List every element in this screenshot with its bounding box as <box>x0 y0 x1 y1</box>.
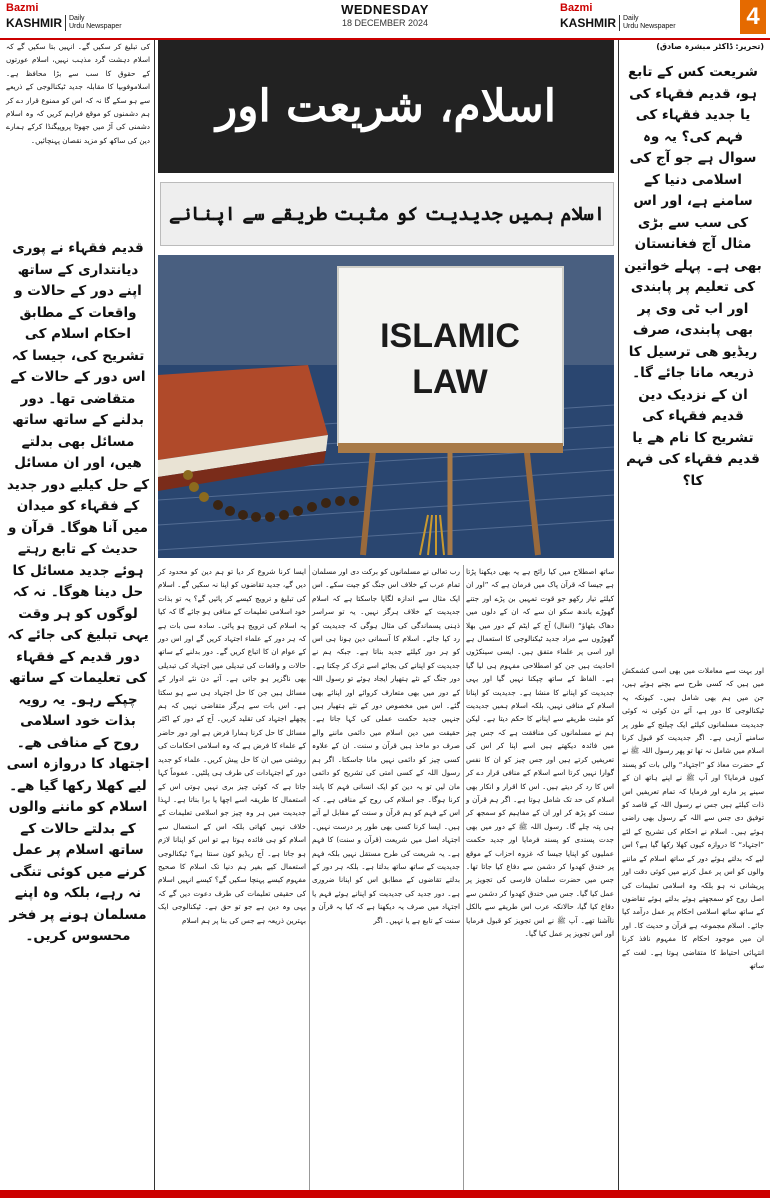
right-body: اور بہت سے معاملات میں بھی اسی کشمکش میں ہیں کہ کسی طرح سے بچنے ہوئے ہیں، جن میں ہم بھی شامل ہیں۔ کیونکہ یہ ٹیکنالوجی کا دور ہے، آئے دن کوئی نہ کوئی جدیدیت مسلمانوں کیلئے ایک چیلنج کے طور پر سامنے آرہی ہے۔ اگر جدیدیت کو قبول کرنا اسلام میں شامل نہ تھا تو پھر رسول اللہ ﷺ نے کے حضرت معاذ کو ”اجتہاد“ والی بات کو پسند کیوں فرمایا؟ اور آپ ﷺ نے اپنے ہاتھ ان کے سینے پر مارے اور فرمایا کہ تمام تعریفیں اس ذات کیلئے ہیں جس نے رسول اللہ کے قاصد کو توفیق دی جس سے اللہ کے رسول بھی راضی ہوئے ہیں۔ اسلام نے احکام کی تشریح کے لئے ”اجتہاد“ کا دروازہ کیوں کھلا رکھا گیا ہے؟ اس لیے کہ بدلتے ہوئے دور کے ساتھ اسلام کے ماننے والوں کو اس پر عمل کرنے میں کوئی دقت اور پریشانی نہ ہو بلکہ وہ اسلامی تعلیمات کی اصل روح کو سمجھتے ہوئے بدلتے ہوئے تقاضوں کے ساتھ ساتھ اسلامی احکام پر عمل درآمد کیا جائے۔ اسلام مجموعہ ہے قرآن و حدیث کا۔ اور ان میں موجود احکام کا مفہوم نافذ کرنا انتہائی احتیاط کا متقاضی ہوتا ہے۔ لغت کے ساتھ <box>622 666 764 970</box>
headline: اسلام، شریعت اور <box>158 40 614 173</box>
column-divider <box>618 40 619 1190</box>
column-divider <box>463 565 464 1190</box>
byline: (تحریر: ڈاکٹر مبشرہ صادق) <box>656 42 764 51</box>
subheadline: اسلام ہمیں جدیدیت کو مثبت طریقے سے اپنانے <box>160 182 614 246</box>
article-photo <box>158 255 614 558</box>
brand-name: KASHMIR <box>560 16 616 30</box>
page-number: 4 <box>740 0 766 34</box>
brand-tag: Daily Urdu Newspaper <box>65 15 122 31</box>
brand-logo-left <box>6 2 122 31</box>
photo-illustration <box>158 255 614 558</box>
article-column-2: رب تعالی نے مسلمانوں کو برکت دی اور مسلمان تمام عرب کے خلاف اس جنگ کو جیت سکے۔ اس ایک مثال سے اندازہ لگایا جاسکتا ہے کہ اسلام جدیدیت کے خلاف ہرگز نہیں۔ یہ تو سراسر ذہنی پسماندگی کی مثال ہوگی کہ جدیدیت کو رد کیا جائے۔ اسلام کا آسمانی دین ہونا ہی اس کو ہر دور کیلئے جدید بناتا ہے۔ جبکہ ہم نے جدیدیت کو اپنانے کی بجائے اسے ترک کر چکنا ہے۔ دور جنگ کے نئے ہتھیار ایجاد ہوئے تو رسول اللہ کے دور میں بھی متعارف کروائے اور اپنائے بھی گئے۔ اس میں مخصوص دور کے نئے ہتھیار ہیں جنہیں جدید حکمت عملی کی کہا جاتا ہے۔ حقیقت میں دین اسلام میں دائمی ماننے والے صرف دو ماخذ ہیں قرآن و سنت۔ ان کے علاوہ کسی چیز کو دائمی نہیں مانا جاسکتا۔ اگر ہم رسول اللہ کے کسی امتی کی تشریح کو دائمی مان لیں تو یہ دین کو ایک انسانی فہم کا پابند کرنا ہوگا۔ جو اسلام کی روح کے منافی ہے۔ کہ اس کے فہم کو ہم قرآن و سنت کے مقابل لے آتے ہیں۔ ایسا کرنا کسی بھی طور پر درست نہیں۔ اجتہاد اصل میں شریعت (قرآن و سنت) کا فہم ہے۔ یہ شریعت کی طرح مستقل نہیں بلکہ فہم جدیدیت کے ساتھ ساتھ بدلتا ہے۔ بلکہ ہر دور کے بدلتے تقاضوں کے مطابق اس کو اپنانا ضروری ہے۔ دور جدید کی جدیدیت کو اپنانے ہوئے فہم یا اجتہاد میں صرف یہ دیکھنا ہے کہ کیا یہ قرآن و سنت کے تابع ہے یا نہیں۔ اگر <box>312 567 460 925</box>
edition-day: WEDNESDAY <box>341 2 429 17</box>
edition-info <box>300 2 470 28</box>
brand-top: Bazmi <box>560 2 593 14</box>
right-pull-quote: شریعت کس کے تابع ہو، قدیم فقہاء کی یا جدید فقہاء کی فہم کی؟ یہ وہ سوال ہے جو آج کی اسلامی دنیا کے سامنے ہے، اور اس کی سب سے بڑی مثال آج فغانستان بھی ہے۔ پہلے خواتین کی تعلیم پر پابندی اور اب ٹی وی پر بھی پابندی، صرف ریڈیو ھی ترسیل کا ذریعہ مانا جائے گا۔ ان کے نزدیک دین قدیم فقہاء کی تشریح کا نام ھے یا قدیم فقہاء کی فہم کا؟ <box>624 64 762 489</box>
article-column-1: ساتھ اصطلاح میں کیا رائج ہے یہ بھی دیکھنا پڑتا ہے جیسا کہ قرآن پاک میں فرمان ہے کہ ”اور ان کیلئے تیار رکھو جو قوت تمہیں بن پڑے اور جتنے گھوڑے باندھ سکو ان سے کہ ان کے دلوں میں دھاک بٹھاؤ“ (انفال) آج کے ایٹم کے دور میں بھلا گھوڑوں سے مراد جدید ٹیکنالوجی کا استعمال ہے اور اسی پر علماء متفق ہیں۔ ایسی سینکڑوں احادیث ہیں جن کو اصطلاحی مفہوم ہی لیا گیا ہے۔ الفاظ کے ساتھ چپکنا نہیں گیا اور یہی جدیدیت کو اپنانے کا منشا ہے۔ جدیدیت کو اپنانا اسلام کے منافی نہیں، بلکہ اسلام ہمیں جدیدیت کو مثبت طریقے سے اپنانے کا حکم دیتا ہے۔ لیکن ہم نے مسلمانوں کی منافقت ہے کہ جس چیز میں فائدہ دیکھتے ہیں اسے اپنا کر اس کی تعریفیں کرتے ہیں اور جس چیز کو ان کا نفس گوارا نہیں کرتا اسے اسلام کے منافی قرار دے کر اس کا رد کر دیتے ہیں۔ اس کا اقرار و انکار بھی اسلام کی حد تک شامل ہوتا ہے۔ اگر ہم قرآن و سنت کو پڑھ کر اور ان کے مفاہیم کو سمجھ کر ہی پتہ چلے گا۔ رسول اللہ ﷺ کے دور میں بھی جدت پسندی کو پسند فرمایا اور جدید حکمت عملیوں کو اپنایا جیسا کہ غزوہ احزاب کے موقع پر خندق کھدوا کر دشمن سے دفاع کیا جاتا تھا۔ جس میں حضرت سلمان فارسی کی تجویز پر عمل کیا گیا۔ جس میں خندق کھدوا کر دشمن سے دفاع کیا گیا، حالانکہ عرب اس طریقے سے بالکل ناآشنا تھے۔ آپ ﷺ نے اس تجویز کو قبول فرمایا اور اس تجویز پر عمل کیا گیا۔ <box>466 567 614 938</box>
masthead <box>0 0 770 40</box>
article-column-3: ایسا کرنا شروع کر دیا تو ہم دین کو محدود کر دیں گے، جدید تقاضوں کو اپنا نہ سکیں گے۔ اسلام کی تبلیغ و ترویج کیسے کر پائیں گے؟ یہ تو بذات خود اسلامی تعلیمات کے منافی ہو جائے گا کہ کیا یہ اسلام کی ترویج ہو پائی۔ سادہ سی بات ہے کہ ہر دور کے علماء اجتہاد کریں گے اور اس دور کے عوام ان کا اتباع کریں گے۔ دور بدلنے کے ساتھ حالات و واقعات کی تبدیلی میں اجتہاد کی تبدیلی بھی ناگزیر ہو جاتی ہے۔ آئے دن نئے ادوار کے مسائل ہیں جن کا حل اجتہاد ہی سے ہو سکتا ہے۔ اس بات سے ہرگز متقاضی نہیں کہ ہم پچھلے اجتہاد کی تقلید کریں۔ آج کے دور کے اکثر مسائل کا حل کرنا ہمارا فرض ہے اور دور حاضر کے علماء کا فرض ہے کہ وہ اسلامی احکامات کی روشنی میں ان کا حل پیش کریں۔ علماء کو جدید دور کے اجتہادات کی طرف ہی پلٹیں۔ عموماً کہا جاتا ہے کہ کوئی چیز بری نہیں ہوتی اس کے استعمال کا طریقہ اسے اچھا یا برا بناتا ہے۔ لہذا جدیدیت میں ہر وہ چیز جو اسلامی تعلیمات کے خلاف نہیں کھاتی بلکہ اس کے استعمال سے اسلام کو ہی فائدہ ہوتا ہے تو اس کو اپنانا لازم ہو جاتا ہے۔ آج ریڈیو کون سنتا ہے؟ ٹیکنالوجی استعمال کیے بغیر ہم دنیا تک اسلام کا صحیح مفہوم کیسے پہنچا سکیں گے؟ کیسے انہیں اسلام کی حقیقی تعلیمات کی طرف دعوت دیں گے کہ یہی وہ دین ہے جو تو حق ہے۔ ٹیکنالوجی ایک بہترین ذریعہ ہے جس کی بنا پر ہم اسلام <box>158 567 306 925</box>
column-divider <box>309 565 310 1190</box>
brand-top: Bazmi <box>6 2 39 14</box>
sign-line2: LAW <box>412 363 488 401</box>
brand-name: KASHMIR <box>6 16 62 30</box>
brand-logo-right <box>560 2 676 31</box>
footer-bar <box>0 1190 770 1198</box>
left-top-body: کی تبلیغ کر سکیں گے۔ انہیں بتا سکیں گے کہ اسلام دہشت گرد مذہب نہیں، اسلام عورتوں کے حقوق کا سب سے بڑا محافظ ہے۔ اسلاموفوبیا کا مقابلہ جدید ٹیکنالوجی کے ذریعے سے ہو سکے گا نہ کہ اس کو ممنوع قرار دے کر ہم دشمنوں کو موقع فراہم کریں کہ وہ اسلام دشمنی کی آڑ میں جھوٹا پروپیگنڈا کرکے ہمارے دین کی ساکھ کو مزید نقصان پہنچائیں۔ <box>6 42 150 145</box>
edition-date: 18 DECEMBER 2024 <box>341 18 429 28</box>
sign-line1: ISLAMIC <box>380 317 520 355</box>
column-divider <box>154 40 155 1190</box>
left-pull-quote: قدیم فقہاء نے پوری دیانتداری کے ساتھ اپنے دور کے حالات و واقعات کے مطابق احکام اسلام کی تشریح کی، جیسا کہ اس دور کے حالات کے متقاضی تھا۔ دور بدلنے کے ساتھ ساتھ مسائل بھی بدلتے ھیں، اور ان مسائل کے حل کیلیے دور جدید کے فقہاء کو میدان میں آنا ھوگا۔ قرآن و حدیث کے تابع رہتے ہوئے جدید مسائل کا حل دینا ھوگا۔ نہ کہ لوگوں کو ہر وقت یہی تبلیغ کی جائے کہ دور قدیم کے فقہاء کی تعلیمات کے ساتھ چپکے رہو۔ یہ رویہ بذات خود اسلامی روح کے منافی ھے۔ اجتھاد کا دروازہ اسی لیے کھلا رکھا گیا ھے۔ اسلام کو ماننے والوں کے بدلتے حالات کے ساتھ اسلام پر عمل کرنے میں کوئی تنگی نہ رہے، بلکہ وہ اپنے مسلمان ہونے پر فخر محسوس کریں۔ <box>6 240 150 944</box>
brand-tag: Daily Urdu Newspaper <box>619 15 676 31</box>
